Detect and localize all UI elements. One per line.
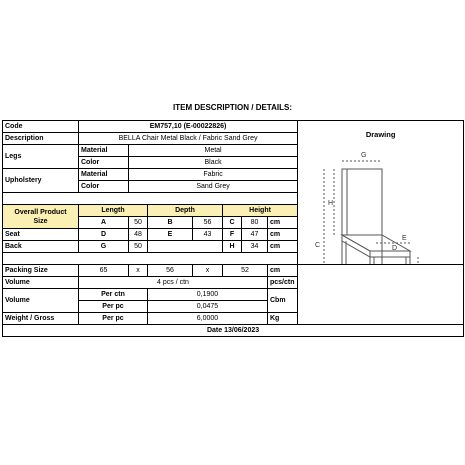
legs-color-label: Color [79, 157, 129, 169]
back-label: Back [3, 241, 79, 253]
weight-unit: Kg [268, 313, 298, 325]
code-row [3, 121, 464, 133]
dim-h-letter: H [223, 241, 242, 253]
packing-height: 52 [223, 265, 268, 277]
dim-f-letter: F [223, 229, 242, 241]
description-label: Description [3, 133, 79, 145]
legs-label: Legs [3, 145, 79, 169]
volume-cbm-ctn-row [3, 289, 464, 301]
dim-f-value: 47 [242, 229, 268, 241]
dim-e-value: 43 [193, 229, 223, 241]
drawing-letter-g: G [361, 152, 367, 159]
volume-pcs-unit: pcs/ctn [268, 277, 298, 289]
dim-c-value: 80 [242, 217, 268, 229]
volume-pcs-label: Volume [3, 277, 79, 289]
packing-x1: x [129, 265, 148, 277]
seat-label: Seat [3, 229, 79, 241]
volume-per-pc-value: 0,0475 [148, 301, 268, 313]
volume-cbm-label: Volume [3, 289, 79, 313]
dim-e-letter: E [148, 229, 193, 241]
weight-row [3, 313, 464, 325]
weight-per-pc-label: Per pc [79, 313, 148, 325]
code-label: Code [3, 121, 79, 133]
overall-size-label: Overall Product Size [3, 205, 79, 229]
document-title: ITEM DESCRIPTION / DETAILS: [173, 103, 292, 112]
chair-drawing: G H C E D F B A [315, 152, 427, 333]
volume-per-ctn-label: Per ctn [79, 289, 148, 301]
volume-per-pc-label: Per pc [79, 301, 148, 313]
upholstery-material-value: Fabric [129, 169, 298, 181]
date-stamp: Date 13/06/2023 [3, 325, 464, 337]
legs-material-label: Material [79, 145, 129, 157]
dim-b-value: 56 [193, 217, 223, 229]
description-value: BELLA Chair Metal Black / Fabric Sand Grey [79, 133, 298, 145]
length-header: Length [79, 205, 148, 217]
height-header: Height [223, 205, 298, 217]
upholstery-color-value: Sand Grey [129, 181, 298, 193]
volume-pcs-value: 4 pcs / ctn [79, 277, 268, 289]
drawing-panel [298, 121, 464, 333]
legs-material-value: Metal [129, 145, 298, 157]
drawing-title: Drawing [365, 130, 396, 139]
back-empty-cell [148, 241, 223, 253]
dim-g-value: 50 [129, 241, 148, 253]
drawing-panel-blank [298, 265, 464, 277]
dim-h-value: 34 [242, 241, 268, 253]
dim-a-letter: A [79, 217, 129, 229]
drawing-letter-d: D [392, 245, 398, 252]
packing-length: 65 [79, 265, 129, 277]
overall-unit: cm [268, 217, 298, 229]
drawing-letter-e: E [402, 235, 407, 242]
depth-header: Depth [148, 205, 223, 217]
dim-d-letter: D [79, 229, 129, 241]
packing-width: 56 [148, 265, 193, 277]
upholstery-material-label: Material [79, 169, 129, 181]
volume-per-ctn-value: 0,1900 [148, 289, 268, 301]
dim-c-letter: C [223, 217, 242, 229]
dim-g-letter: G [79, 241, 129, 253]
volume-pcs-row [3, 277, 464, 289]
packing-row [3, 265, 464, 277]
weight-value: 6,0000 [148, 313, 268, 325]
code-value: EM757,10 (E-00022826) [79, 121, 298, 133]
date-row [3, 325, 464, 337]
seat-unit: cm [268, 229, 298, 241]
drawing-letter-h: H [328, 200, 334, 207]
upholstery-label: Upholstery [3, 169, 79, 193]
weight-label: Weight / Gross [3, 313, 79, 325]
dim-a-value: 50 [129, 217, 148, 229]
dim-b-letter: B [148, 217, 193, 229]
upholstery-color-label: Color [79, 181, 129, 193]
packing-x2: x [193, 265, 223, 277]
packing-unit: cm [268, 265, 298, 277]
item-details-table [2, 120, 464, 337]
chair-backrest [342, 169, 382, 235]
back-unit: cm [268, 241, 298, 253]
legs-color-value: Black [129, 157, 298, 169]
volume-cbm-unit: Cbm [268, 289, 298, 313]
packing-label: Packing Size [3, 265, 79, 277]
dim-d-value: 48 [129, 229, 148, 241]
drawing-letter-c: C [315, 242, 321, 249]
